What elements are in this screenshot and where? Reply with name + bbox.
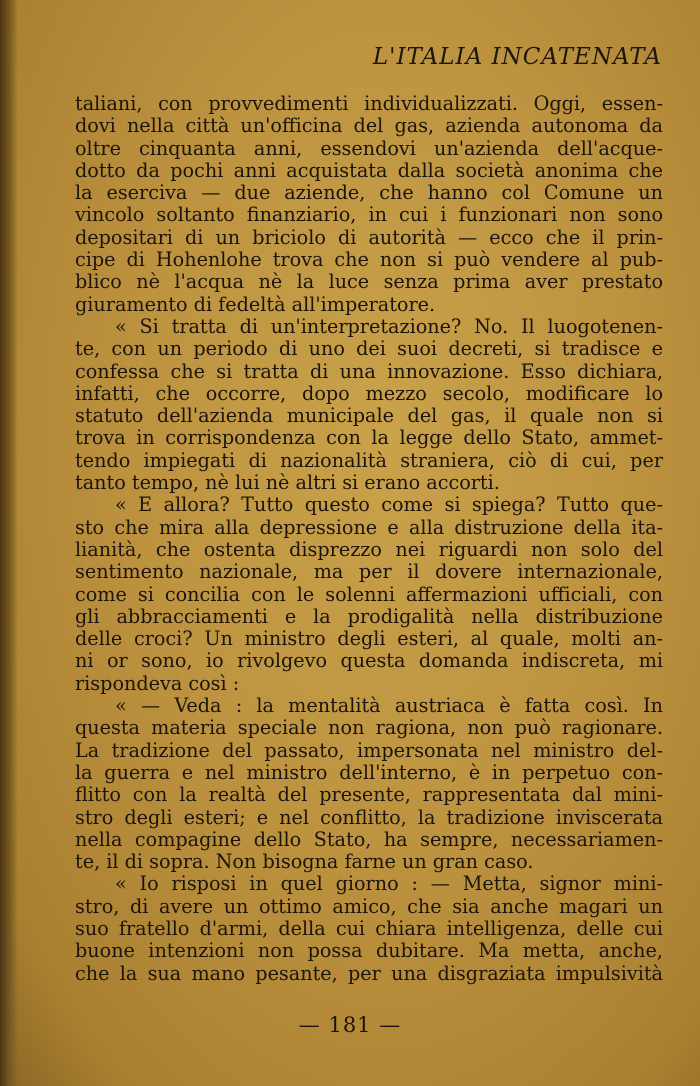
text-line: confessa che si tratta di una innovazione. Esso dichiara, [75,359,663,383]
text-line: tendo impiegati di nazionalità straniera, ciò di cui, per [75,448,663,472]
text-line: « Io risposi in quel giorno : — Metta, signor mini- [115,872,663,896]
text-line: buone intenzioni non possa dubitare. Ma metta, anche, [75,939,663,963]
text-line: dotto da pochi anni acquistata dalla società anonima che [75,158,663,182]
text-line: statuto dell'azienda municipale del gas, il quale non si [75,404,663,428]
text-line: stro, di avere un ottimo amico, che sia anche magari un [75,894,663,918]
text-line: come si concilia con le solenni affermazioni ufficiali, con [75,582,663,606]
text-line: sto che mira alla depressione e alla distruzione della ita- [75,515,663,539]
text-line: flitto con la realtà del presente, rappresentata dal mini- [75,783,663,807]
text-line: dovi nella città un'officina del gas, azienda autonoma da [75,114,663,138]
text-line: questa materia speciale non ragiona, non può ragionare. [75,716,663,740]
text-line: stro degli esteri; e nel conflitto, la tradizione inviscerata [75,805,663,829]
running-title: L'ITALIA INCATENATA [372,44,662,70]
text-line: cipe di Hohenlohe trova che non si può vendere al pub- [75,248,663,272]
text-line: suo fratello d'armi, della cui chiara intelligenza, delle cui [75,916,663,940]
text-line: La tradizione del passato, impersonata nel ministro del- [75,738,663,762]
body-text [75,93,663,985]
text-line: vincolo soltanto finanziario, in cui i funzionari non sono [75,203,663,227]
text-line: lianità, che ostenta disprezzo nei riguardi non solo del [75,537,663,561]
text-line: infatti, che occorre, dopo mezzo secolo, modificare lo [75,381,663,405]
text-line: depositari di un briciolo di autorità — ecco che il prin- [75,225,663,249]
text-line: « — Veda : la mentalità austriaca è fatta così. In [115,694,663,718]
text-line: la eserciva — due aziende, che hanno col Comune un [75,181,663,205]
text-line: nella compagine dello Stato, ha sempre, necessariamen- [75,827,663,851]
text-line: giuramento di fedeltà all'imperatore. [75,292,436,316]
text-line: la guerra e nel ministro dell'interno, è in perpetuo con- [75,760,663,784]
text-line: te, il di sopra. Non bisogna farne un gran caso. [75,850,534,874]
text-line: tanto tempo, nè lui nè altri si erano accorti. [75,471,500,495]
text-line: rispondeva così : [75,671,240,695]
text-line: sentimento nazionale, ma per il dovere internazionale, [75,560,663,584]
text-line: ni or sono, io rivolgevo questa domanda indiscreta, mi [75,649,663,673]
page-number: — 181 — [298,1013,402,1037]
text-line: delle croci? Un ministro degli esteri, al quale, molti an- [75,627,663,651]
text-line: « Si tratta di un'interpretazione? No. Il luogotenen- [115,314,663,338]
text-line: trova in corrispondenza con la legge dello Stato, ammet- [75,426,663,450]
text-line: blico nè l'acqua nè la luce senza prima aver prestato [75,270,663,294]
text-line: « E allora? Tutto questo come si spiega? Tutto que- [115,493,663,517]
text-line: te, con un periodo di uno dei suoi decreti, si tradisce e [75,337,663,361]
text-line: oltre cinquanta anni, essendovi un'azienda dell'acque- [75,136,663,160]
text-line: taliani, con provvedimenti individualizzati. Oggi, essen- [75,92,663,115]
text-line: gli abbracciamenti e la prodigalità nella distribuzione [75,604,663,628]
text-line: che la sua mano pesante, per una disgraziata impulsività [75,961,663,985]
